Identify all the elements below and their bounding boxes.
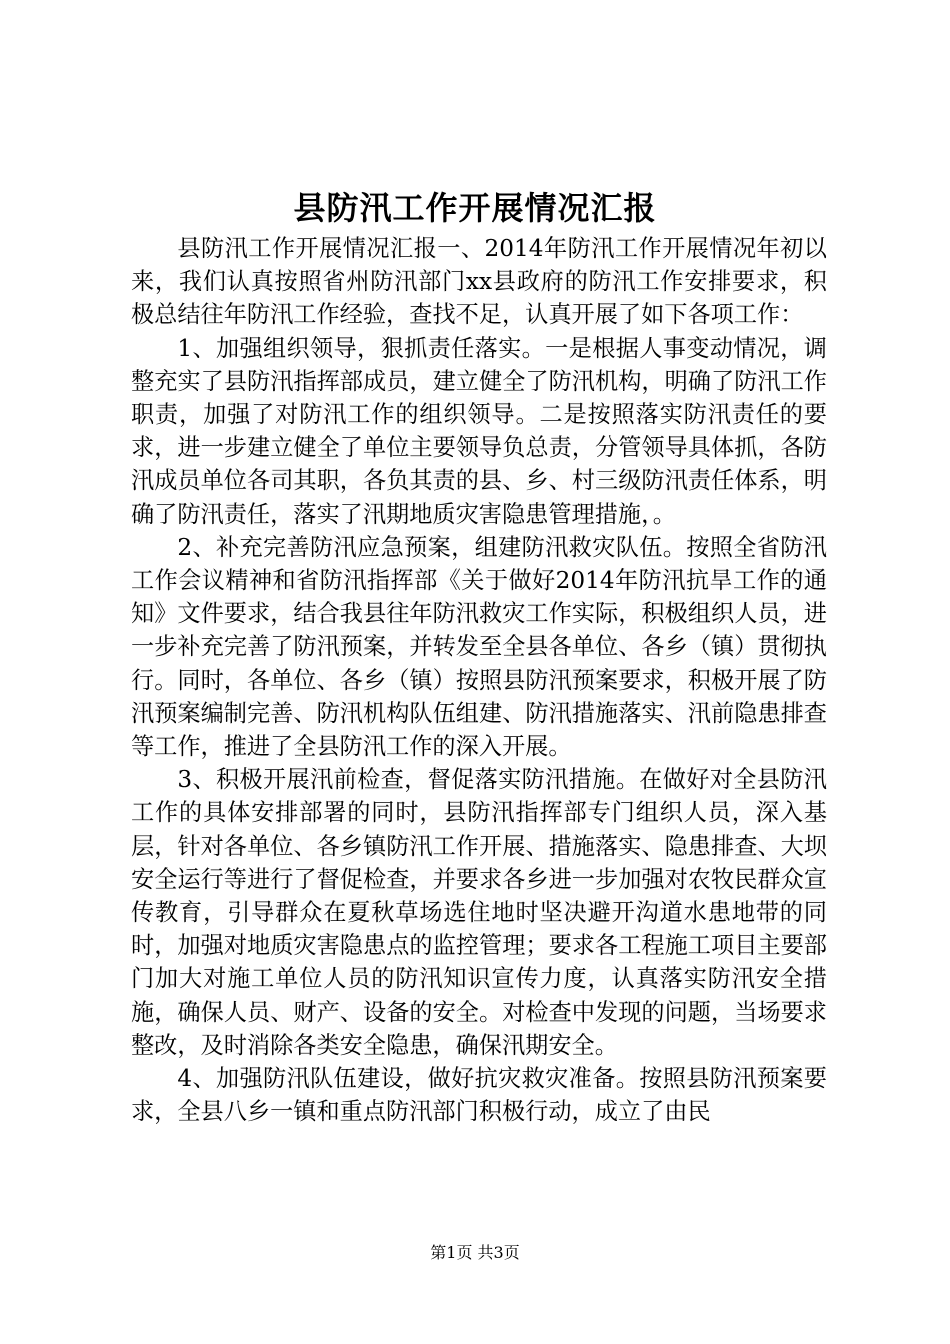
- paragraph-item-3: 3、积极开展汛前检查，督促落实防汛措施。在做好对全县防汛工作的具体安排部署的同时，县防汛指挥部专门组织人员，深入基层，针对各单位、各乡镇防汛工作开展、措施落实、隐患排查、大坝安全运行等进行了督促检查，并要求各乡进一步加强对农牧民群众宣传教育，引导群众在夏秋草场选住地时坚决避开沟道水患地带的同时，加强对地质灾害隐患点的监控管理；要求各工程施工项目主要部门加大对施工单位人员的防汛知识宣传力度，认真落实防汛安全措施，确保人员、财产、设备的安全。对检查中发现的问题，当场要求整改，及时消除各类安全隐患，确保汛期安全。: [131, 766, 827, 1059]
- paragraph-intro: 县防汛工作开展情况汇报一、2014年防汛工作开展情况年初以来，我们认真按照省州防汛部门xx县政府的防汛工作安排要求，积极总结往年防汛工作经验，查找不足，认真开展了如下各项工作：: [131, 235, 827, 329]
- document-body: [131, 232, 827, 1128]
- paragraph-item-4: 4、加强防汛队伍建设，做好抗灾救灾准备。按照县防汛预案要求，全县八乡一镇和重点防汛部门积极行动，成立了由民: [131, 1065, 827, 1126]
- page-title: 县防汛工作开展情况汇报: [293, 189, 657, 227]
- paragraph-item-1: 1、加强组织领导，狠抓责任落实。一是根据人事变动情况，调整充实了县防汛指挥部成员，建立健全了防汛机构，明确了防汛工作职责，加强了对防汛工作的组织领导。二是按照落实防汛责任的要求，进一步建立健全了单位主要领导负总责，分管领导具体抓，各防汛成员单位各司其职，各负其责的县、乡、村三级防汛责任体系，明确了防汛责任，落实了汛期地质灾害隐患管理措施，。: [131, 334, 827, 528]
- paragraph-item-2: 2、补充完善防汛应急预案，组建防汛救灾队伍。按照全省防汛工作会议精神和省防汛指挥部《关于做好2014年防汛抗旱工作的通知》文件要求，结合我县往年防汛救灾工作实际，积极组织人员，进一步补充完善了防汛预案，并转发至全县各单位、各乡（镇）贯彻执行。同时，各单位、各乡（镇）按照县防汛预案要求，积极开展了防汛预案编制完善、防汛机构队伍组建、防汛措施落实、汛前隐患排查等工作，推进了全县防汛工作的深入开展。: [131, 533, 827, 761]
- page-number: 第1页 共3页: [430, 1243, 520, 1262]
- page-footer: [0, 1242, 950, 1264]
